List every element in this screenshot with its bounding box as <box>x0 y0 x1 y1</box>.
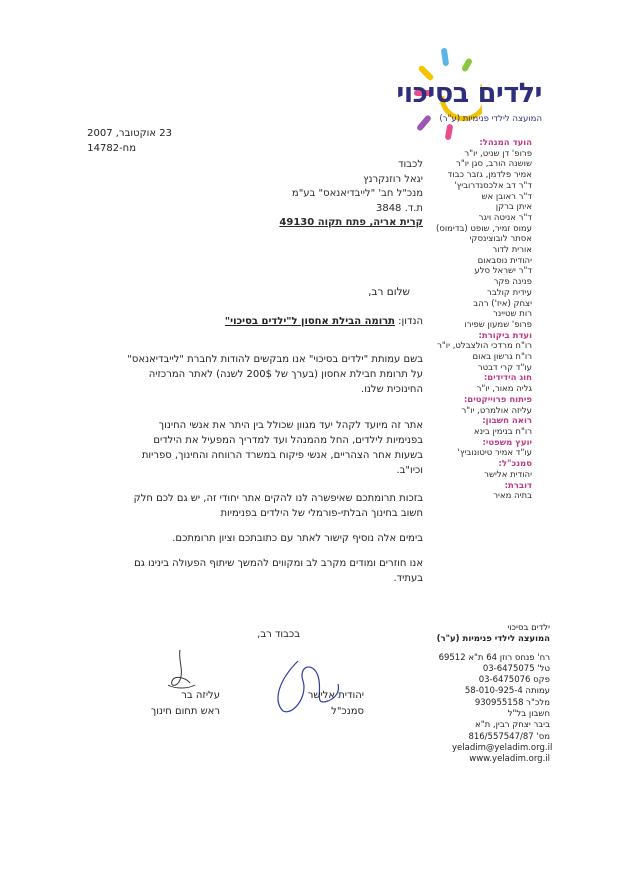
logo-tagline: המועצה לילדי פנימיות (ע"ר) <box>439 114 542 124</box>
sidebar-row: פרופ' שמעון שפירו <box>464 319 532 330</box>
org-phone: טל' 03-6475075 <box>482 663 550 674</box>
signer-title: סמנכ"ל <box>331 706 364 717</box>
sidebar-heading: פיתוח פרוייקטים: <box>463 394 532 405</box>
recipient-line: ת.ד. 3848 <box>375 202 423 214</box>
body-paragraph <box>83 352 423 397</box>
org-subname: המועצה לילדי פנימיות (ע"ר) <box>436 634 550 645</box>
sidebar-row: יהודית אלישר <box>484 469 532 480</box>
sidebar-row: ד"ר ישראל סלע <box>474 266 532 277</box>
sidebar-row: יצחק (איז') רהב <box>473 298 532 309</box>
body-line: בזכות תרומתכם שאיפשרה לנו להקים אתר יחודי זה, יש גם לכם חלק <box>133 493 423 504</box>
org-address: רח' פנחס רוזן 64 ת"א 69512 <box>438 652 550 663</box>
body-paragraph <box>83 491 423 521</box>
recipient-line: לכבוד <box>398 159 423 170</box>
body-paragraph <box>83 531 423 546</box>
subject-prefix: הנדון: <box>398 316 423 327</box>
org-name: ילדים בסיכוי <box>507 623 550 633</box>
subject-line <box>163 316 423 327</box>
sidebar-row: גליה מאור, יו"ר <box>476 384 532 395</box>
sidebar-row: עו"ד קרי דבטר <box>477 362 532 373</box>
sidebar-row: עמוס זמיר, שופט (בדימוס) <box>436 223 532 234</box>
org-fax: פקס 03-6475076 <box>478 675 550 686</box>
body-line: בעתיד. <box>393 573 423 584</box>
logo-name: ילדים בסיכוי <box>396 78 542 109</box>
sidebar-row: אמיר פלדמן, גזבר כבוד <box>447 170 532 181</box>
board-sidebar <box>432 138 532 502</box>
sidebar-heading: הועד המנהל: <box>479 138 532 148</box>
body-line: בשעות אחר הצהריים, אנשי פיקוח במשרד הרווחה והחינוך, ספריות <box>141 450 423 461</box>
body-line: וכיו"ב. <box>396 465 423 476</box>
org-account: מס' 816/557547/87 <box>468 731 550 742</box>
body-line: בפנימיות לילדים, החל מהמנהל ועד למדריך המפעיל את הילדים <box>153 435 423 446</box>
sidebar-row: עידית קולבר <box>487 287 532 298</box>
logo <box>396 44 542 144</box>
sidebar-row: עליזה אולמרט, יו"ר <box>461 405 532 416</box>
recipient-line: יגאל רוזנקרנץ <box>363 173 423 185</box>
body-line: החינוכית שלנו. <box>361 384 423 395</box>
sidebar-row: שושנה הורב, סגן יו"ר <box>456 159 532 170</box>
subject-text: תרומה הבילת אחסון ל"ילדים בסיכוי" <box>224 316 395 327</box>
signer-name: עליזה בר <box>181 690 220 701</box>
sidebar-row: פרופ' דן שניט, יו"ר <box>464 148 532 159</box>
sidebar-row: ד"ר ראובן אש <box>481 191 532 202</box>
sidebar-heading: ועדת ביקורת: <box>478 330 532 341</box>
body-line: בשם עמותת "ילדים בסיכוי" אנו מבקשים להודות לחברת "לייבדיאנאס" <box>127 354 423 365</box>
sidebar-row: יהודית נוסבאום <box>477 255 532 266</box>
org-website: www.yeladim.org.il <box>469 754 550 765</box>
sidebar-heading: חוג הידידים: <box>483 373 532 384</box>
letter-date: 23 אוקטובר, 2007 <box>87 128 172 139</box>
body-line: בימים אלה נוסיף קישור לאתר עם כתובתכם וציון תרומתכם. <box>172 533 423 544</box>
body-line: חשוב בחינוך הבלתי-פורמלי של הילדים בפנימיות <box>220 508 423 519</box>
org-email: yeladim@yeladim.org.il <box>452 742 553 753</box>
sidebar-row: רות שטיינר <box>493 309 532 320</box>
org-tax-id: מלכ"ר 930955158 <box>474 697 550 708</box>
sidebar-row: אורית לדור <box>492 245 532 256</box>
sidebar-row: בתיה מאיר <box>493 491 532 502</box>
sidebar-row: פנינה פקר <box>493 277 532 288</box>
org-bank: חשבון בל"ל <box>507 709 550 720</box>
body-line: על תרומת חבילת אחסון (בערך של 200$ לשנה) לאתר המרכזיה <box>148 369 423 380</box>
sidebar-row: רו"ח מרדכי הולצבלט, יו"ר <box>437 341 532 352</box>
sidebar-row: רו"ח גרשון באום <box>472 352 532 363</box>
signer-name: יהודית אלישר <box>307 690 364 701</box>
recipient-line: קרית אריה, פתח תקוה 49130 <box>279 217 423 229</box>
sidebar-row: ד"ר אניטה ויגר <box>478 212 532 223</box>
body-line: אתר זה מיועד לקהל יעד מגוון שכולל בין היתר את אנשי החינוך <box>158 420 423 431</box>
sidebar-heading: רואה חשבון: <box>482 416 532 427</box>
org-registration: עמותה 58-010-925-4 <box>464 686 550 697</box>
recipient-block <box>203 158 423 231</box>
sidebar-row: איתן ברקן <box>495 202 532 213</box>
body-paragraph <box>83 418 423 478</box>
body-paragraph <box>83 556 423 586</box>
org-contact-info <box>436 623 553 766</box>
sidebar-row: ד"ר דב אלכסנדרוביץ' <box>454 180 532 191</box>
sidebar-heading: סמנכ"ל: <box>498 459 532 470</box>
org-bank-branch: ביבר יצחק רבין, ת"א <box>475 720 550 731</box>
body-line: אנו חוזרים ומודים מקרב לב ומקווים להמשך שיתוף הפעולה בינינו גם <box>134 558 423 569</box>
sidebar-heading: יועץ משפטי: <box>482 437 532 448</box>
sidebar-heading: דוברת: <box>504 480 532 491</box>
recipient-line: מנכ"ל חב' "לייבדיאנאס" בע"מ <box>291 188 423 200</box>
letter-ref: מח-14782 <box>87 143 136 154</box>
handwritten-signature-bar <box>150 645 210 695</box>
greeting: שלום רב, <box>368 286 410 298</box>
signer-title: ראש תחום חינוך <box>150 706 220 717</box>
closing: בכבוד רב, <box>257 629 300 640</box>
sidebar-row: רו"ח בנימין בינא <box>473 426 532 437</box>
sidebar-row: אסתר לובוצינסקי <box>469 234 532 245</box>
sidebar-row: עו"ד אמיר טיטונוביץ' <box>457 448 532 459</box>
